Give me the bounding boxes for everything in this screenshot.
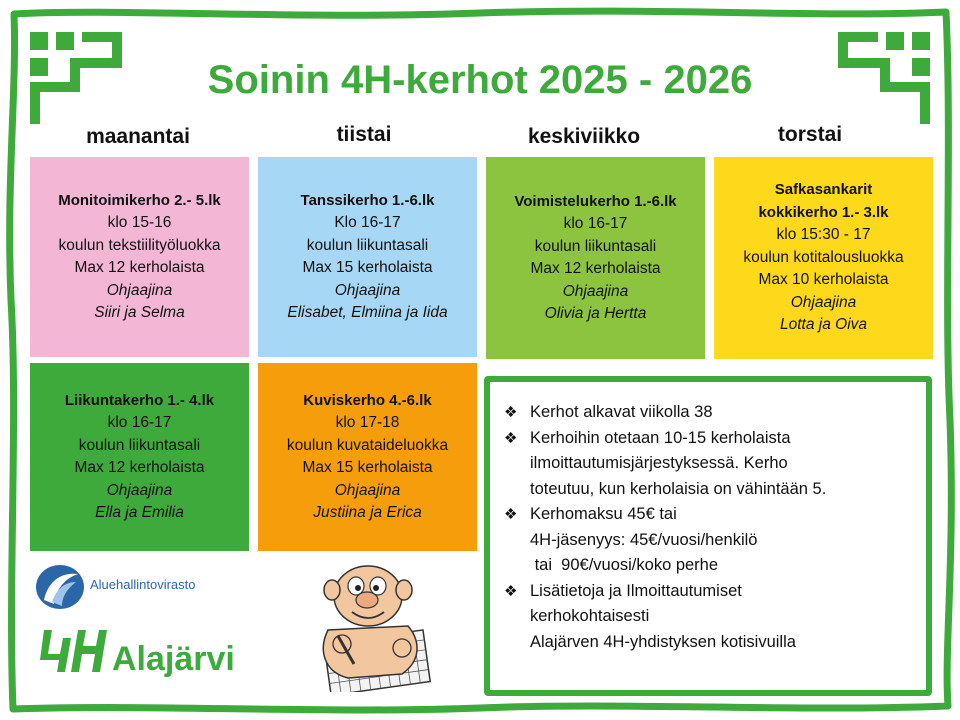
club-instructor-label: Ohjaajina [334, 481, 401, 499]
club-name: Monitoimikerho 2.- 5.lk [58, 191, 221, 209]
club-place: koulun tekstiilityöluokka [58, 236, 221, 254]
alajarvi-logo-text: Alajärvi [112, 640, 235, 678]
club-card-monitoimikerho [30, 157, 249, 357]
day-tuesday: tiistai [336, 123, 392, 146]
cartoon-character-image [298, 560, 438, 692]
club-time: klo 15-16 [107, 214, 172, 231]
info-text [530, 400, 713, 426]
club-card-tanssikerho [258, 157, 477, 357]
club-name: Kuviskerho 4.-6.lk [303, 391, 432, 409]
info-list [490, 382, 926, 655]
info-line: Lisätietoja ja Ilmoittautumiset [530, 581, 742, 600]
club-max: Max 12 kerholaista [74, 459, 205, 476]
club-max: Max 15 kerholaista [302, 459, 433, 476]
club-time: klo 17-18 [335, 414, 400, 431]
club-card-voimistelukerho [486, 157, 705, 359]
page-title: Soinin 4H-kerhot 2025 - 2026 [207, 58, 753, 102]
info-box [484, 376, 932, 696]
info-line: Alajärven 4H-yhdistyksen kotisivuilla [530, 632, 796, 651]
club-name: Tanssikerho 1.-6.lk [300, 191, 435, 209]
club-instructor-label: Ohjaajina [106, 281, 173, 299]
info-line: kerhokohtaisesti [530, 607, 650, 625]
club-card-safkasankarit [714, 157, 933, 359]
fourh-clover-logo-icon [38, 626, 110, 676]
info-line: Kerhot alkavat viikolla 38 [530, 403, 713, 421]
day-monday: maanantai [86, 125, 190, 148]
club-max: Max 15 kerholaista [302, 259, 433, 276]
club-max: Max 12 kerholaista [530, 260, 661, 277]
avi-logo-text: Aluehallintovirasto [90, 577, 196, 592]
avi-logo-icon [34, 562, 86, 612]
day-wednesday: keskiviikko [527, 125, 641, 148]
club-name-line1: Safkasankarit [774, 181, 873, 199]
club-instructor-label: Ohjaajina [562, 282, 629, 300]
club-time: klo 16-17 [107, 414, 172, 431]
club-name: Voimistelukerho 1.-6.lk [514, 192, 677, 210]
club-instructor-label: Ohjaajina [790, 293, 857, 311]
club-place: koulun liikuntasali [78, 436, 201, 454]
club-instructors: Lotta ja Oiva [779, 316, 868, 334]
club-name: Liikuntakerho 1.- 4.lk [64, 391, 215, 409]
day-thursday: torstai [777, 123, 843, 146]
info-item [504, 502, 918, 579]
club-time: klo 16-17 [563, 215, 628, 232]
club-max: Max 10 kerholaista [758, 271, 889, 289]
club-instructors: Elisabet, Elmiina ja Iida [287, 304, 448, 321]
info-line: toteutuu, kun kerholaisia on vähintään 5. [530, 479, 827, 498]
info-line: Kerhoihin otetaan 10-15 kerholaista [530, 428, 791, 447]
info-text [530, 426, 826, 503]
club-time: klo 15:30 - 17 [776, 226, 871, 244]
info-text [530, 502, 757, 579]
club-place: koulun kuvataideluokka [286, 436, 449, 454]
diamond-bullet-icon: ❖ [504, 429, 518, 447]
diamond-bullet-icon: ❖ [504, 506, 518, 523]
club-instructor-label: Ohjaajina [106, 481, 173, 499]
club-place: koulun liikuntasali [306, 236, 429, 254]
club-card-kuviskerho [258, 363, 477, 551]
club-name-line2: kokkikerho 1.- 3.lk [758, 203, 889, 221]
info-text [530, 579, 796, 656]
club-instructors: Siiri ja Selma [94, 304, 185, 321]
info-line: tai 90€/vuosi/koko perhe [530, 556, 719, 574]
info-line: ilmoittautumisjärjestyksessä. Kerho [530, 454, 788, 472]
club-max: Max 12 kerholaista [74, 259, 205, 276]
info-line: Kerhomaksu 45€ tai [530, 505, 677, 523]
club-place: koulun kotitalousluokka [743, 248, 904, 266]
info-item [504, 579, 918, 656]
club-place: koulun liikuntasali [534, 237, 657, 255]
club-card-liikuntakerho [30, 363, 249, 551]
diamond-bullet-icon: ❖ [504, 404, 518, 421]
club-instructor-label: Ohjaajina [334, 281, 401, 299]
info-line: 4H-jäsenyys: 45€/vuosi/henkilö [530, 530, 758, 549]
diamond-bullet-icon: ❖ [504, 582, 518, 600]
info-item [504, 426, 918, 503]
club-time: Klo 16-17 [334, 214, 401, 231]
club-instructors: Olivia ja Hertta [544, 305, 647, 322]
info-item [504, 400, 918, 426]
club-instructors: Ella ja Emilia [95, 504, 184, 521]
club-instructors: Justiina ja Erica [313, 504, 422, 521]
